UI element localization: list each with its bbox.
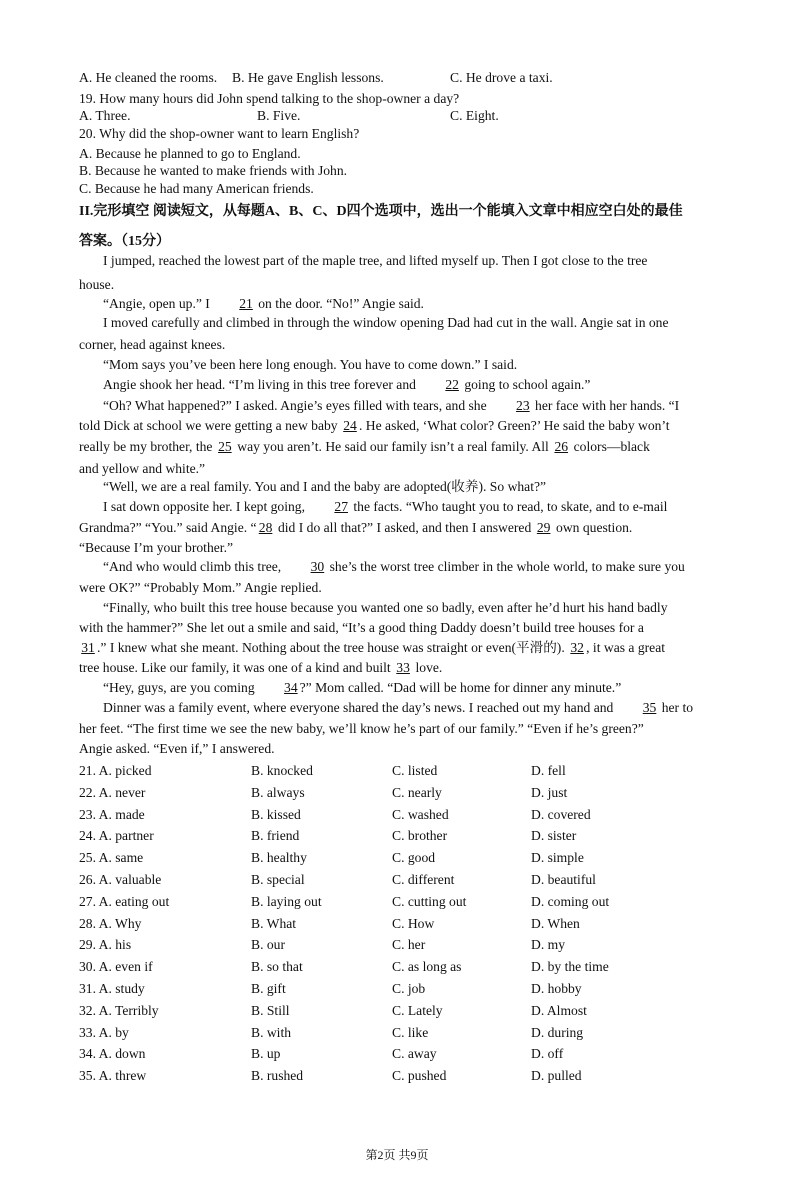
option-choice: D. during [531,1024,584,1040]
section-title: II.完形填空 阅读短文，从每题A、B、C、D四个选项中，选出一个能填入文章中相应空白处的最佳 [79,204,683,219]
option-choice: B. knocked [251,763,313,778]
option-choice: B. friend [251,828,300,844]
option-choice: 29. A. his [79,937,132,953]
blank-33: 33 [396,660,410,675]
option-row [79,1044,719,1064]
option-choice: 25. A. same [79,850,144,866]
option: C. Because he had many American friends. [79,181,314,196]
option-choice: D. off [531,1046,564,1062]
option-choice: C. listed [392,763,438,778]
option-choice: C. cutting out [392,893,467,909]
option-choice: B. up [251,1046,281,1062]
option-choice: 33. A. by [79,1024,129,1040]
passage-line: “Finally, who built this tree house because you wanted one so badly, even after he’d hurt his hand badly [103,600,668,615]
blank-25: 25 [218,439,232,454]
option-choice: D. my [531,937,565,953]
option-choice: D. When [531,915,580,931]
passage-line: I jumped, reached the lowest part of the maple tree, and lifted myself up. Then I got close to the tree [103,253,648,268]
option-choice: C. her [392,937,426,953]
option-row [79,979,719,999]
option-choice: C. nearly [392,784,442,800]
option-choice: D. beautiful [531,872,596,887]
option-choice: 34. A. down [79,1046,146,1062]
passage-line: Grandma?” “You.” said Angie. “ 28 did I do all that?” I asked, and then I answered 29 own question. [79,520,633,535]
blank-22: 22 [445,377,459,392]
option-choice: C. pushed [392,1068,447,1084]
q18-options [79,68,719,88]
option-choice: B. laying out [251,893,322,909]
passage-line: her feet. “The first time we see the new baby, we’ll know he’s part of our family.” “Even if he’s green?” [79,721,644,736]
option-row [79,848,719,868]
passage-line: “Oh? What happened?” I asked. Angie’s eyes filled with tears, and she 23 her face with her hands. “I [103,398,680,413]
section-title-cont: 答案。（15分） [79,234,170,249]
option-choice: 21. A. picked [79,763,152,778]
option-choice: 31. A. study [79,981,145,996]
option-choice: C. brother [392,828,448,844]
option-choice: 24. A. partner [79,828,154,844]
option-choice: D. just [531,784,568,800]
blank-31: 31 [81,640,95,655]
passage-line: “Well, we are a real family. You and I and the baby are adopted(收养). So what?” [103,479,547,494]
option-choice: C. like [392,1024,429,1040]
passage-line: Dinner was a family event, where everyone shared the day’s news. I reached out my hand and 35 her to [103,700,694,715]
passage-line: “Angie, open up.” I 21 on the door. “No!” Angie said. [103,296,424,311]
option-choice: B. rushed [251,1068,304,1084]
blank-35: 35 [642,700,657,715]
passage-line: “Mom says you’ve been here long enough. You have to come down.” I said. [103,357,518,372]
option-row [79,870,719,890]
question-stem: 20. Why did the shop-owner want to learn English? [79,126,360,141]
option-row [79,957,719,977]
passage-line: were OK?” “Probably Mom.” Angie replied. [79,580,322,595]
passage-line: I sat down opposite her. I kept going, 27 the facts. “Who taught you to read, to skate, and to e-mail [103,499,668,514]
passage-line: “Because I’m your brother.” [79,540,233,555]
page-number: 第2页 共9页 [365,1148,429,1162]
passage-line: Angie asked. “Even if,” I answered. [79,741,275,756]
option-row [79,892,719,912]
blank-26: 26 [554,439,569,454]
passage-line: house. [79,277,115,292]
option-choice: B. gift [251,981,286,996]
question-stem: 19. How many hours did John spend talking to the shop-owner a day? [79,91,460,106]
blank-23: 23 [516,398,530,413]
option-choice: B. with [251,1024,292,1040]
blank-34: 34 [284,680,298,695]
option-choice: C. washed [392,806,449,822]
option-row [79,1066,719,1086]
option-choice: 28. A. Why [79,915,142,931]
option: A. He cleaned the rooms. [79,70,218,85]
option-row [79,805,719,825]
option-choice: C. away [392,1046,437,1062]
option-choice: B. always [251,784,305,800]
option-choice: B. Still [251,1002,290,1018]
option-choice: B. kissed [251,806,301,822]
passage-line: Angie shook her head. “I’m living in this tree forever and 22 going to school again.” [103,377,591,392]
option-choice: 22. A. never [79,784,146,800]
option-choice: B. our [251,937,285,953]
option: B. Because he wanted to make friends with John. [79,163,348,178]
option-choice: 30. A. even if [79,959,153,975]
option: B. He gave English lessons. [232,70,384,85]
passage-line: I moved carefully and climbed in through the window opening Dad had cut in the wall. Angie sat in one [103,315,669,330]
option-choice: C. job [392,981,426,996]
option-choice: D. fell [531,763,566,778]
option-choice: D. by the time [531,959,609,975]
option-row [79,783,719,803]
option-choice: 27. A. eating out [79,893,170,909]
option: C. He drove a taxi. [450,70,553,85]
option-row [79,914,719,934]
option-choice: 26. A. valuable [79,872,162,887]
blank-27: 27 [334,499,348,514]
option-choice: B. healthy [251,850,307,866]
option-choice: C. Lately [392,1002,443,1018]
option: A. Three. [79,108,131,123]
option-choice: D. pulled [531,1068,582,1084]
option-choice: D. hobby [531,981,582,996]
passage-line: corner, head against knees. [79,337,226,352]
blank-21: 21 [239,296,253,311]
passage-line: tree house. Like our family, it was one of a kind and built 33 love. [79,660,443,675]
option-choice: D. covered [531,806,591,822]
blank-28: 28 [258,520,273,535]
blank-24: 24 [343,418,357,433]
option-choice: B. special [251,872,305,887]
option-choice: C. good [392,850,436,866]
option-choice: C. as long as [392,959,462,975]
blank-32: 32 [570,640,584,655]
passage-line: 31 .” I knew what she meant. Nothing about the tree house was straight or even(平滑的). 32 , it was a great [79,639,735,657]
passage-line: told Dick at school we were getting a new baby 24 . He asked, ‘What color? Green?’ He said the baby won’t [79,418,670,433]
blank-30: 30 [310,559,325,574]
q19-options [79,106,719,126]
option-choice: 35. A. threw [79,1068,147,1084]
option-row [79,1001,719,1021]
option-choice: C. different [392,872,455,887]
option-choice: D. sister [531,828,577,844]
option-choice: B. so that [251,959,303,975]
option: A. Because he planned to go to England. [79,146,301,161]
passage-line: “Hey, guys, are you coming 34 ?” Mom called. “Dad will be home for dinner any minute.” [103,680,622,695]
passage-line: and yellow and white.” [79,461,206,476]
option-choice: D. simple [531,850,584,866]
option-choice: D. coming out [531,893,610,909]
option: C. Eight. [450,108,499,123]
option-choice: 23. A. made [79,806,145,822]
option-row [79,826,719,846]
option-row [79,761,719,781]
passage-line: with the hammer?” She let out a smile and said, “It’s a good thing Daddy doesn’t build tree houses for a [79,620,644,635]
option-choice: B. What [251,915,297,931]
option-choice: C. How [392,915,435,931]
passage-line: really be my brother, the 25 way you aren’t. He said our family isn’t a real family. All 26 colors—black [79,439,650,454]
blank-29: 29 [536,520,551,535]
option-choice: 32. A. Terribly [79,1002,159,1018]
option-choice: D. Almost [531,1002,587,1018]
option-row [79,935,719,955]
option: B. Five. [257,108,301,123]
passage-line: “And who would climb this tree, 30 she’s the worst tree climber in the whole world, to make sure you [103,559,685,574]
option-row [79,1023,719,1043]
